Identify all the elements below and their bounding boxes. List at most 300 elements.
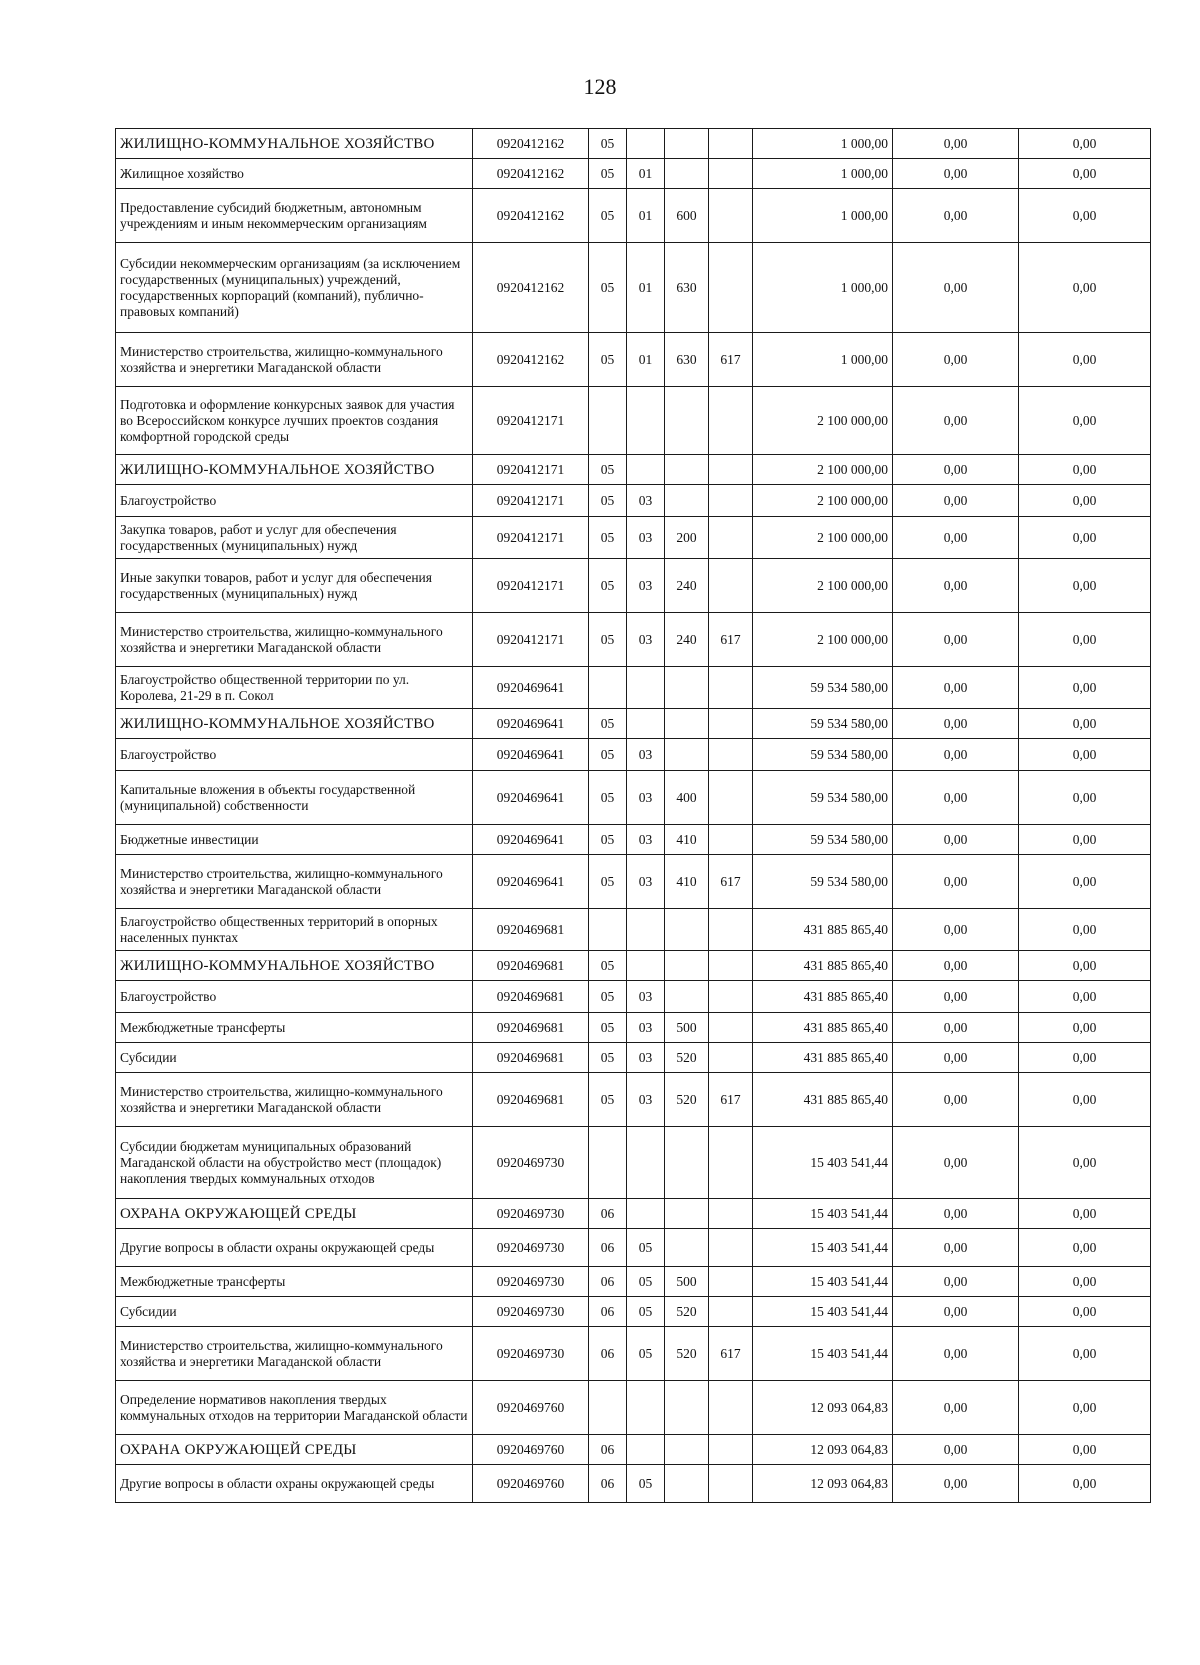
- row-name: ЖИЛИЩНО-КОММУНАЛЬНОЕ ХОЗЯЙСТВО: [116, 455, 473, 485]
- section-code: 05: [589, 333, 627, 387]
- target-code: 0920469641: [473, 667, 589, 709]
- expense-type-code: [665, 709, 709, 739]
- row-name: Закупка товаров, работ и услуг для обеспечения государственных (муниципальных) нужд: [116, 517, 473, 559]
- amount-value: 1 000,00: [753, 243, 893, 333]
- table-row: [116, 1435, 1151, 1465]
- administrator-code: 617: [709, 333, 753, 387]
- target-code: 0920412171: [473, 387, 589, 455]
- amount-value-2: 0,00: [893, 387, 1019, 455]
- amount-value-3: 0,00: [1019, 825, 1151, 855]
- amount-value-2: 0,00: [893, 1327, 1019, 1381]
- amount-value: 431 885 865,40: [753, 981, 893, 1013]
- section-code: 06: [589, 1435, 627, 1465]
- administrator-code: [709, 825, 753, 855]
- amount-value-3: 0,00: [1019, 1127, 1151, 1199]
- subsection-code: 03: [627, 559, 665, 613]
- table-row: [116, 771, 1151, 825]
- amount-value-3: 0,00: [1019, 159, 1151, 189]
- subsection-code: 03: [627, 1043, 665, 1073]
- target-code: 0920469681: [473, 981, 589, 1013]
- administrator-code: [709, 981, 753, 1013]
- amount-value-3: 0,00: [1019, 1327, 1151, 1381]
- section-code: 05: [589, 243, 627, 333]
- expense-type-code: [665, 455, 709, 485]
- amount-value-2: 0,00: [893, 159, 1019, 189]
- table-row: [116, 387, 1151, 455]
- administrator-code: [709, 129, 753, 159]
- target-code: 0920469760: [473, 1381, 589, 1435]
- amount-value: 15 403 541,44: [753, 1267, 893, 1297]
- target-code: 0920469730: [473, 1127, 589, 1199]
- subsection-code: [627, 1127, 665, 1199]
- section-code: 05: [589, 159, 627, 189]
- administrator-code: [709, 517, 753, 559]
- amount-value-2: 0,00: [893, 1229, 1019, 1267]
- expense-type-code: 520: [665, 1297, 709, 1327]
- row-name: Другие вопросы в области охраны окружающей среды: [116, 1465, 473, 1503]
- expense-type-code: 520: [665, 1073, 709, 1127]
- table-row: [116, 1297, 1151, 1327]
- administrator-code: [709, 739, 753, 771]
- table-row: [116, 189, 1151, 243]
- subsection-code: [627, 1381, 665, 1435]
- target-code: 0920412162: [473, 243, 589, 333]
- subsection-code: 03: [627, 825, 665, 855]
- table-row: [116, 1127, 1151, 1199]
- expense-type-code: 500: [665, 1013, 709, 1043]
- subsection-code: 03: [627, 981, 665, 1013]
- amount-value-3: 0,00: [1019, 1381, 1151, 1435]
- amount-value-2: 0,00: [893, 517, 1019, 559]
- expense-type-code: 240: [665, 559, 709, 613]
- table-row: [116, 1465, 1151, 1503]
- subsection-code: 03: [627, 1013, 665, 1043]
- amount-value: 1 000,00: [753, 159, 893, 189]
- amount-value: 431 885 865,40: [753, 1073, 893, 1127]
- expense-type-code: [665, 387, 709, 455]
- table-row: [116, 981, 1151, 1013]
- subsection-code: [627, 909, 665, 951]
- target-code: 0920469760: [473, 1435, 589, 1465]
- amount-value-2: 0,00: [893, 485, 1019, 517]
- row-name: Предоставление субсидий бюджетным, автономным учреждениям и иным некоммерческим организациям: [116, 189, 473, 243]
- amount-value-2: 0,00: [893, 613, 1019, 667]
- section-code: 05: [589, 951, 627, 981]
- administrator-code: [709, 1013, 753, 1043]
- section-code: [589, 1381, 627, 1435]
- table-row: [116, 709, 1151, 739]
- row-name: Субсидии: [116, 1297, 473, 1327]
- amount-value-2: 0,00: [893, 1073, 1019, 1127]
- row-name: Благоустройство: [116, 981, 473, 1013]
- subsection-code: 03: [627, 613, 665, 667]
- amount-value-3: 0,00: [1019, 1267, 1151, 1297]
- subsection-code: [627, 387, 665, 455]
- target-code: 0920412162: [473, 189, 589, 243]
- amount-value-3: 0,00: [1019, 189, 1151, 243]
- subsection-code: 03: [627, 739, 665, 771]
- row-name: ЖИЛИЩНО-КОММУНАЛЬНОЕ ХОЗЯЙСТВО: [116, 951, 473, 981]
- table-row: [116, 1199, 1151, 1229]
- section-code: 05: [589, 1073, 627, 1127]
- row-name: Министерство строительства, жилищно-коммунального хозяйства и энергетики Магаданской области: [116, 613, 473, 667]
- section-code: 06: [589, 1327, 627, 1381]
- amount-value-2: 0,00: [893, 1267, 1019, 1297]
- amount-value-2: 0,00: [893, 129, 1019, 159]
- section-code: 05: [589, 739, 627, 771]
- target-code: 0920469641: [473, 709, 589, 739]
- amount-value-2: 0,00: [893, 709, 1019, 739]
- administrator-code: [709, 559, 753, 613]
- subsection-code: [627, 129, 665, 159]
- administrator-code: [709, 1465, 753, 1503]
- amount-value-3: 0,00: [1019, 613, 1151, 667]
- table-row: [116, 455, 1151, 485]
- table-row: [116, 517, 1151, 559]
- amount-value-3: 0,00: [1019, 333, 1151, 387]
- expense-type-code: 410: [665, 855, 709, 909]
- target-code: 0920412162: [473, 159, 589, 189]
- amount-value: 12 093 064,83: [753, 1435, 893, 1465]
- amount-value: 1 000,00: [753, 129, 893, 159]
- administrator-code: [709, 1267, 753, 1297]
- amount-value: 431 885 865,40: [753, 1043, 893, 1073]
- amount-value-2: 0,00: [893, 333, 1019, 387]
- amount-value-3: 0,00: [1019, 1013, 1151, 1043]
- target-code: 0920412171: [473, 455, 589, 485]
- administrator-code: [709, 1043, 753, 1073]
- table-row: [116, 825, 1151, 855]
- amount-value-2: 0,00: [893, 559, 1019, 613]
- subsection-code: 05: [627, 1229, 665, 1267]
- expense-type-code: 520: [665, 1043, 709, 1073]
- amount-value-3: 0,00: [1019, 455, 1151, 485]
- amount-value: 59 534 580,00: [753, 709, 893, 739]
- administrator-code: [709, 1297, 753, 1327]
- table-row: [116, 909, 1151, 951]
- subsection-code: [627, 709, 665, 739]
- section-code: 05: [589, 613, 627, 667]
- target-code: 0920469641: [473, 855, 589, 909]
- table-row: [116, 159, 1151, 189]
- target-code: 0920469760: [473, 1465, 589, 1503]
- expense-type-code: [665, 129, 709, 159]
- row-name: Благоустройство общественных территорий в опорных населенных пунктах: [116, 909, 473, 951]
- row-name: Бюджетные инвестиции: [116, 825, 473, 855]
- row-name: Министерство строительства, жилищно-коммунального хозяйства и энергетики Магаданской области: [116, 333, 473, 387]
- amount-value: 15 403 541,44: [753, 1327, 893, 1381]
- amount-value-2: 0,00: [893, 951, 1019, 981]
- table-row: [116, 1327, 1151, 1381]
- row-name: Благоустройство: [116, 739, 473, 771]
- administrator-code: [709, 1381, 753, 1435]
- expense-type-code: [665, 909, 709, 951]
- expense-type-code: [665, 981, 709, 1013]
- row-name: Благоустройство: [116, 485, 473, 517]
- section-code: 05: [589, 709, 627, 739]
- amount-value-2: 0,00: [893, 189, 1019, 243]
- amount-value-2: 0,00: [893, 1199, 1019, 1229]
- table-row: [116, 1073, 1151, 1127]
- amount-value-2: 0,00: [893, 1127, 1019, 1199]
- amount-value: 2 100 000,00: [753, 387, 893, 455]
- table-row: [116, 855, 1151, 909]
- table-row: [116, 485, 1151, 517]
- row-name: Определение нормативов накопления твердых коммунальных отходов на территории Магаданской области: [116, 1381, 473, 1435]
- amount-value: 2 100 000,00: [753, 517, 893, 559]
- expense-type-code: [665, 1127, 709, 1199]
- row-name: Капитальные вложения в объекты государственной (муниципальной) собственности: [116, 771, 473, 825]
- target-code: 0920469730: [473, 1327, 589, 1381]
- expense-type-code: [665, 1381, 709, 1435]
- table-row: [116, 129, 1151, 159]
- section-code: [589, 387, 627, 455]
- row-name: ЖИЛИЩНО-КОММУНАЛЬНОЕ ХОЗЯЙСТВО: [116, 129, 473, 159]
- subsection-code: 03: [627, 855, 665, 909]
- amount-value-2: 0,00: [893, 243, 1019, 333]
- administrator-code: [709, 189, 753, 243]
- expense-type-code: [665, 159, 709, 189]
- target-code: 0920469730: [473, 1297, 589, 1327]
- amount-value: 1 000,00: [753, 333, 893, 387]
- amount-value: 2 100 000,00: [753, 613, 893, 667]
- amount-value-3: 0,00: [1019, 387, 1151, 455]
- target-code: 0920469730: [473, 1199, 589, 1229]
- amount-value: 15 403 541,44: [753, 1297, 893, 1327]
- expense-type-code: [665, 1435, 709, 1465]
- amount-value-3: 0,00: [1019, 1199, 1151, 1229]
- table-row: [116, 667, 1151, 709]
- amount-value: 431 885 865,40: [753, 951, 893, 981]
- subsection-code: 01: [627, 189, 665, 243]
- row-name: Благоустройство общественной территории по ул. Королева, 21-29 в п. Сокол: [116, 667, 473, 709]
- target-code: 0920469681: [473, 909, 589, 951]
- row-name: Министерство строительства, жилищно-коммунального хозяйства и энергетики Магаданской области: [116, 855, 473, 909]
- subsection-code: 03: [627, 485, 665, 517]
- expense-type-code: 400: [665, 771, 709, 825]
- amount-value-3: 0,00: [1019, 709, 1151, 739]
- amount-value: 59 534 580,00: [753, 825, 893, 855]
- row-name: Подготовка и оформление конкурсных заявок для участия во Всероссийском конкурсе лучших проектов создания комфортной городской среды: [116, 387, 473, 455]
- section-code: 05: [589, 1043, 627, 1073]
- administrator-code: [709, 1199, 753, 1229]
- amount-value-3: 0,00: [1019, 485, 1151, 517]
- section-code: 05: [589, 825, 627, 855]
- administrator-code: [709, 159, 753, 189]
- amount-value-2: 0,00: [893, 771, 1019, 825]
- row-name: Межбюджетные трансферты: [116, 1267, 473, 1297]
- amount-value-3: 0,00: [1019, 1297, 1151, 1327]
- amount-value-3: 0,00: [1019, 1229, 1151, 1267]
- section-code: 06: [589, 1267, 627, 1297]
- administrator-code: [709, 771, 753, 825]
- table-row: [116, 1043, 1151, 1073]
- table-row: [116, 559, 1151, 613]
- amount-value-3: 0,00: [1019, 1043, 1151, 1073]
- amount-value: 12 093 064,83: [753, 1381, 893, 1435]
- target-code: 0920412171: [473, 517, 589, 559]
- row-name: Другие вопросы в области охраны окружающей среды: [116, 1229, 473, 1267]
- section-code: [589, 1127, 627, 1199]
- table-row: [116, 1381, 1151, 1435]
- amount-value: 59 534 580,00: [753, 771, 893, 825]
- row-name: Министерство строительства, жилищно-коммунального хозяйства и энергетики Магаданской области: [116, 1073, 473, 1127]
- amount-value-2: 0,00: [893, 1381, 1019, 1435]
- subsection-code: 01: [627, 159, 665, 189]
- amount-value: 2 100 000,00: [753, 559, 893, 613]
- target-code: 0920469641: [473, 825, 589, 855]
- amount-value-3: 0,00: [1019, 951, 1151, 981]
- subsection-code: 05: [627, 1465, 665, 1503]
- administrator-code: [709, 909, 753, 951]
- target-code: 0920412162: [473, 333, 589, 387]
- section-code: 05: [589, 771, 627, 825]
- section-code: 05: [589, 189, 627, 243]
- section-code: 06: [589, 1465, 627, 1503]
- target-code: 0920469730: [473, 1267, 589, 1297]
- section-code: 05: [589, 455, 627, 485]
- target-code: 0920469641: [473, 771, 589, 825]
- section-code: 05: [589, 981, 627, 1013]
- table-row: [116, 1229, 1151, 1267]
- expense-type-code: [665, 951, 709, 981]
- expense-type-code: [665, 1199, 709, 1229]
- row-name: Субсидии некоммерческим организациям (за исключением государственных (муниципальных) учреждений, государственных корпораций (компаний), публично-правовых компаний): [116, 243, 473, 333]
- subsection-code: 05: [627, 1327, 665, 1381]
- amount-value-3: 0,00: [1019, 1465, 1151, 1503]
- row-name: Межбюджетные трансферты: [116, 1013, 473, 1043]
- amount-value-2: 0,00: [893, 1043, 1019, 1073]
- amount-value-2: 0,00: [893, 455, 1019, 485]
- expense-type-code: 240: [665, 613, 709, 667]
- amount-value-3: 0,00: [1019, 667, 1151, 709]
- amount-value-3: 0,00: [1019, 129, 1151, 159]
- section-code: [589, 667, 627, 709]
- target-code: 0920412171: [473, 485, 589, 517]
- table-row: [116, 243, 1151, 333]
- row-name: Субсидии бюджетам муниципальных образований Магаданской области на обустройство мест (площадок) накопления твердых коммунальных отходов: [116, 1127, 473, 1199]
- expense-type-code: [665, 1465, 709, 1503]
- administrator-code: [709, 709, 753, 739]
- subsection-code: 05: [627, 1267, 665, 1297]
- target-code: 0920412171: [473, 559, 589, 613]
- subsection-code: 03: [627, 771, 665, 825]
- amount-value-3: 0,00: [1019, 1435, 1151, 1465]
- expense-type-code: 410: [665, 825, 709, 855]
- expense-type-code: [665, 485, 709, 517]
- administrator-code: 617: [709, 1073, 753, 1127]
- row-name: Жилищное хозяйство: [116, 159, 473, 189]
- section-code: 05: [589, 485, 627, 517]
- amount-value-3: 0,00: [1019, 909, 1151, 951]
- expense-type-code: 500: [665, 1267, 709, 1297]
- table-row: [116, 1267, 1151, 1297]
- amount-value-2: 0,00: [893, 855, 1019, 909]
- amount-value: 15 403 541,44: [753, 1229, 893, 1267]
- target-code: 0920469681: [473, 1043, 589, 1073]
- subsection-code: 03: [627, 517, 665, 559]
- row-name: ОХРАНА ОКРУЖАЮЩЕЙ СРЕДЫ: [116, 1435, 473, 1465]
- amount-value: 15 403 541,44: [753, 1127, 893, 1199]
- administrator-code: [709, 1127, 753, 1199]
- amount-value-2: 0,00: [893, 1013, 1019, 1043]
- subsection-code: 03: [627, 1073, 665, 1127]
- amount-value: 59 534 580,00: [753, 667, 893, 709]
- administrator-code: [709, 1435, 753, 1465]
- amount-value-3: 0,00: [1019, 771, 1151, 825]
- row-name: Субсидии: [116, 1043, 473, 1073]
- amount-value: 12 093 064,83: [753, 1465, 893, 1503]
- administrator-code: [709, 455, 753, 485]
- subsection-code: [627, 1435, 665, 1465]
- amount-value: 2 100 000,00: [753, 455, 893, 485]
- subsection-code: [627, 667, 665, 709]
- subsection-code: [627, 951, 665, 981]
- expense-type-code: 600: [665, 189, 709, 243]
- row-name: ОХРАНА ОКРУЖАЮЩЕЙ СРЕДЫ: [116, 1199, 473, 1229]
- expense-type-code: [665, 667, 709, 709]
- amount-value-3: 0,00: [1019, 739, 1151, 771]
- administrator-code: 617: [709, 613, 753, 667]
- table-row: [116, 951, 1151, 981]
- administrator-code: [709, 667, 753, 709]
- amount-value: 431 885 865,40: [753, 1013, 893, 1043]
- table-row: [116, 613, 1151, 667]
- amount-value-3: 0,00: [1019, 559, 1151, 613]
- section-code: 06: [589, 1199, 627, 1229]
- subsection-code: 01: [627, 243, 665, 333]
- amount-value-2: 0,00: [893, 909, 1019, 951]
- amount-value-2: 0,00: [893, 825, 1019, 855]
- row-name: Министерство строительства, жилищно-коммунального хозяйства и энергетики Магаданской области: [116, 1327, 473, 1381]
- subsection-code: [627, 1199, 665, 1229]
- amount-value-2: 0,00: [893, 981, 1019, 1013]
- section-code: 06: [589, 1297, 627, 1327]
- amount-value: 2 100 000,00: [753, 485, 893, 517]
- section-code: 05: [589, 129, 627, 159]
- amount-value: 59 534 580,00: [753, 739, 893, 771]
- subsection-code: 05: [627, 1297, 665, 1327]
- administrator-code: [709, 1229, 753, 1267]
- amount-value-3: 0,00: [1019, 855, 1151, 909]
- subsection-code: 01: [627, 333, 665, 387]
- administrator-code: 617: [709, 855, 753, 909]
- expense-type-code: [665, 739, 709, 771]
- amount-value: 15 403 541,44: [753, 1199, 893, 1229]
- amount-value: 431 885 865,40: [753, 909, 893, 951]
- budget-table: [115, 128, 1151, 1503]
- amount-value-3: 0,00: [1019, 243, 1151, 333]
- section-code: 05: [589, 559, 627, 613]
- amount-value-2: 0,00: [893, 739, 1019, 771]
- table-row: [116, 1013, 1151, 1043]
- row-name: ЖИЛИЩНО-КОММУНАЛЬНОЕ ХОЗЯЙСТВО: [116, 709, 473, 739]
- target-code: 0920412171: [473, 613, 589, 667]
- section-code: 05: [589, 1013, 627, 1043]
- administrator-code: [709, 485, 753, 517]
- table-row: [116, 333, 1151, 387]
- expense-type-code: 630: [665, 333, 709, 387]
- page-number: 128: [583, 74, 617, 99]
- administrator-code: [709, 243, 753, 333]
- target-code: 0920469730: [473, 1229, 589, 1267]
- target-code: 0920412162: [473, 129, 589, 159]
- amount-value-2: 0,00: [893, 1465, 1019, 1503]
- section-code: 06: [589, 1229, 627, 1267]
- section-code: [589, 909, 627, 951]
- amount-value-3: 0,00: [1019, 1073, 1151, 1127]
- amount-value-2: 0,00: [893, 667, 1019, 709]
